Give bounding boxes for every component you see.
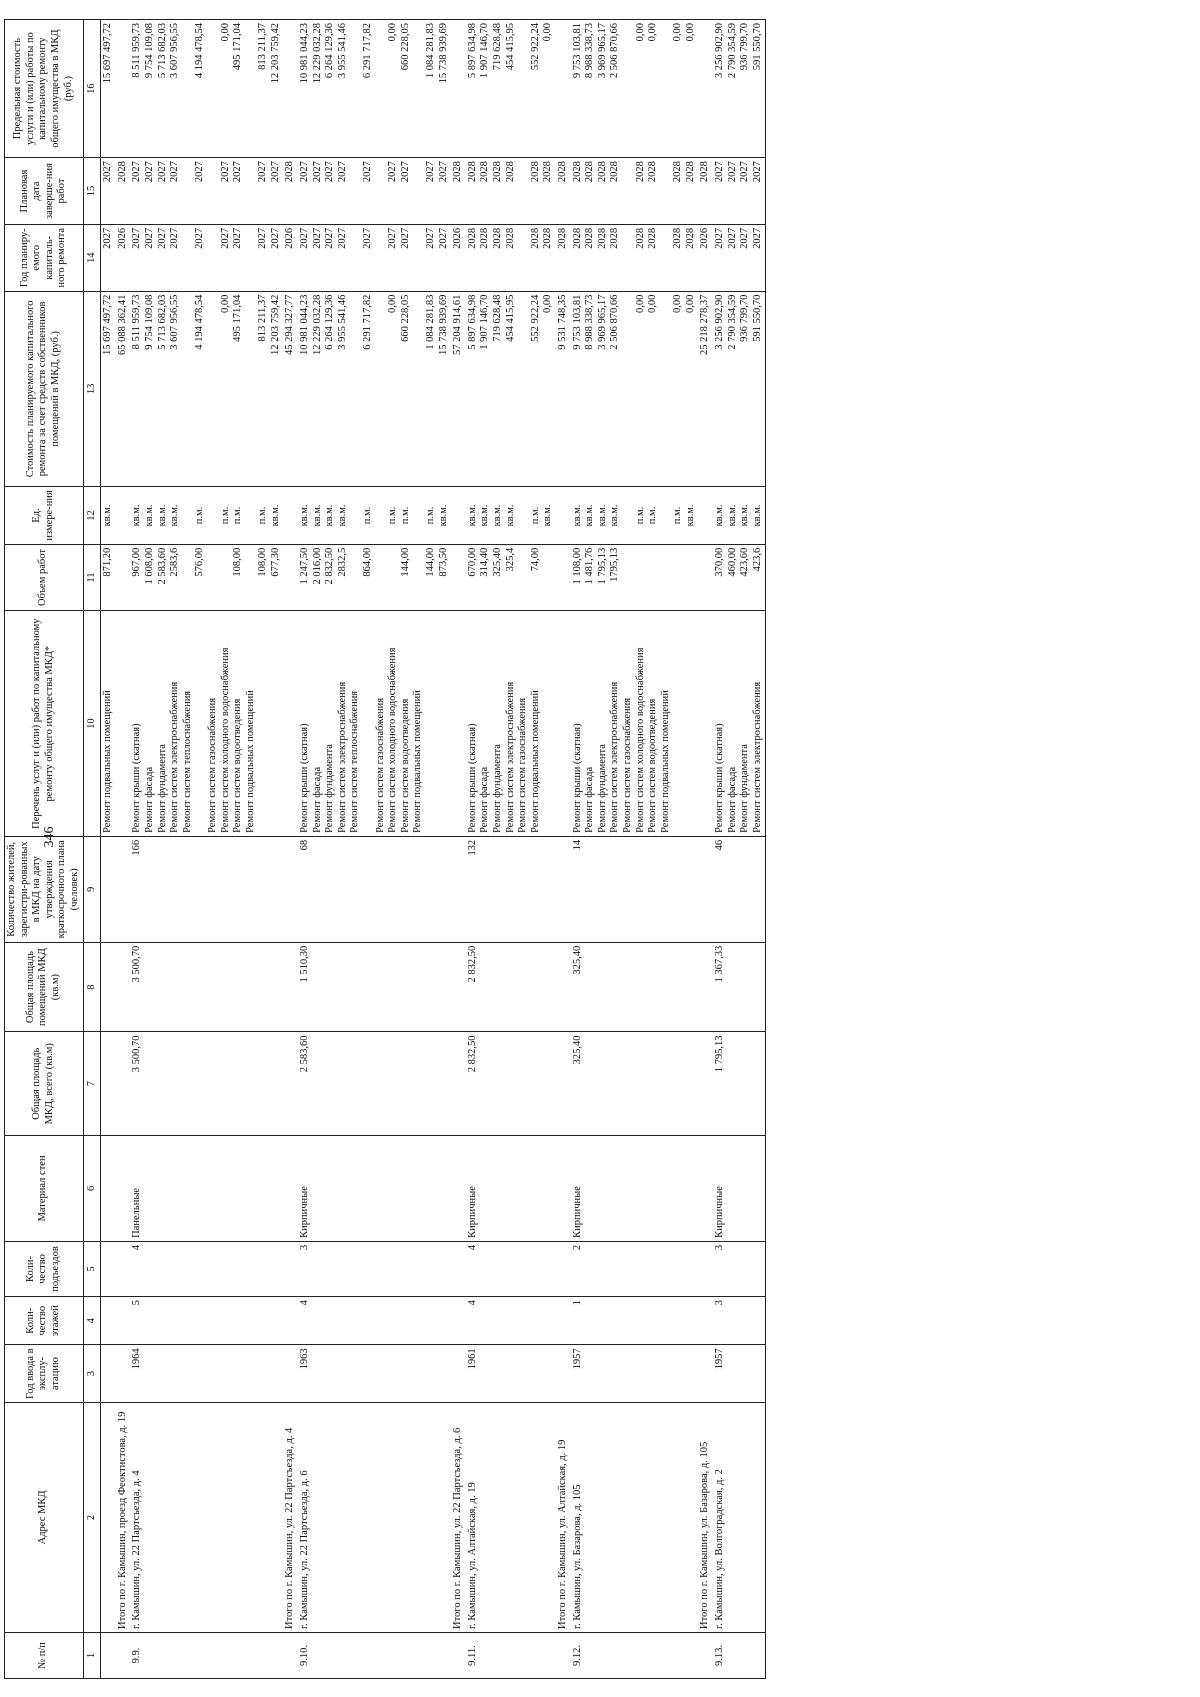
table-cell-col-2: г. Камышин, ул. 22 Партсъезда, д. 6 <box>298 1402 451 1632</box>
column-number: 4 <box>83 1297 101 1345</box>
table-cell-col-9: 166 <box>130 836 283 942</box>
table-cell-col-8 <box>283 942 298 1032</box>
table-cell-col-13: 9 753 103,81 8 988 338,73 3 969 965,17 2 506 870,66 0,00 0,00 0,00 0,00 <box>571 291 699 487</box>
table-cell-col-10: Ремонт крыши (скатная) Ремонт фасада Ремонт фундамента Ремонт систем электроснабжения Ремонт систем теплоснабжения Ремонт систем газоснабжения Ремонт систем холодного водоснабжения Ремонт систем водоотведения Ремонт подвальных помещений <box>130 611 283 836</box>
header-cell: Коли-чество подъездов <box>5 1241 84 1296</box>
header-cell: Общая площадь МКД, всего (кв.м) <box>5 1032 84 1136</box>
table-cell-col-3: 1961 <box>466 1345 556 1403</box>
table-cell-col-12: кв.м. кв.м. кв.м. кв.м. п.м. п.м. п.м. п.м. кв.м. <box>130 487 283 545</box>
table-cell-col-12: кв.м. <box>101 487 116 545</box>
table-cell-col-11: 1 108,00 1 481,76 1 795,13 1795,13 <box>571 544 699 611</box>
table-cell-col-1 <box>116 1632 131 1678</box>
table-cell-col-13: 5 897 634,98 1 907 146,70 719 628,48 454 415,95 552 922,24 0,00 <box>466 291 556 487</box>
table-cell-col-8 <box>451 942 466 1032</box>
table-cell-col-8: 2 832,50 <box>466 942 556 1032</box>
table-cell-col-14: 2026 <box>698 224 713 291</box>
table-cell-col-12 <box>283 487 298 545</box>
table-cell-col-11: 670,00 314,40 325,40 325,4 74,00 <box>466 544 556 611</box>
table-cell-col-16: 8 511 959,73 9 754 109,08 5 713 682,03 3 607 956,55 4 194 478,54 0,00 495 171,04 813 211,37 12 203 759,42 <box>130 20 283 158</box>
table-row <box>571 20 699 1679</box>
table-cell-col-16: 10 981 044,23 12 229 032,28 6 264 129,36 3 955 541,46 6 291 717,82 0,00 660 228,05 1 084 281,83 15 738 939,69 <box>298 20 451 158</box>
table-cell-col-15: 2027 <box>101 158 116 225</box>
table-cell-col-14: 2026 <box>451 224 466 291</box>
table-cell-col-9 <box>283 836 298 942</box>
table-cell-col-5: 3 <box>298 1241 451 1296</box>
column-number: 8 <box>83 942 101 1032</box>
table-cell-col-16 <box>283 20 298 158</box>
table-cell-col-2: г. Камышин, ул. 22 Партсъезда, д. 4 <box>130 1402 283 1632</box>
table-cell-col-4 <box>283 1297 298 1345</box>
table-cell-col-3 <box>116 1345 131 1403</box>
header-cell: Год планиру-емого капиталь-ного ремонта <box>5 224 84 291</box>
table-cell-col-5: 4 <box>466 1241 556 1296</box>
table-cell-col-1 <box>451 1632 466 1678</box>
table-cell-col-12 <box>451 487 466 545</box>
table-cell-col-15: 2028 2028 2028 2028 2028 2028 <box>466 158 556 225</box>
table-cell-col-10: Ремонт подвальных помещений <box>101 611 116 836</box>
table-cell-col-5 <box>556 1241 571 1296</box>
table-cell-col-7: 2 583,60 <box>298 1032 451 1136</box>
header-cell: Количество жителей, зарегистри-рованных в МКД на дату утверждения краткосрочного плана (человек) <box>5 836 84 942</box>
table-cell-col-4: 4 <box>466 1297 556 1345</box>
column-number: 7 <box>83 1032 101 1136</box>
table-cell-col-7: 325,40 <box>571 1032 699 1136</box>
table-cell-col-4: 3 <box>713 1297 766 1345</box>
column-number: 14 <box>83 224 101 291</box>
table-cell-col-7 <box>451 1032 466 1136</box>
table-cell-col-1 <box>101 1632 116 1678</box>
header-row <box>5 20 84 1679</box>
table-cell-col-8 <box>101 942 116 1032</box>
header-cell: Адрес МКД <box>5 1402 84 1632</box>
table-cell-col-11: 370,00 460,00 423,60 423,6 <box>713 544 766 611</box>
total-row <box>116 20 131 1679</box>
table-cell-col-6: Панельные <box>130 1136 283 1242</box>
table-cell-col-11 <box>698 544 713 611</box>
table-cell-col-11: 871,20 <box>101 544 116 611</box>
column-number-row <box>83 20 101 1679</box>
table-cell-col-6 <box>116 1136 131 1242</box>
table-cell-col-7: 2 832,50 <box>466 1032 556 1136</box>
table-cell-col-16: 5 897 634,98 1 907 146,70 719 628,48 454 415,95 552 922,24 0,00 <box>466 20 556 158</box>
column-number: 16 <box>83 20 101 158</box>
table-cell-col-5: 2 <box>571 1241 699 1296</box>
table-cell-col-4 <box>101 1297 116 1345</box>
table-cell-col-15: 2028 <box>451 158 466 225</box>
table-cell-col-14: 2026 <box>116 224 131 291</box>
table-cell-col-11 <box>116 544 131 611</box>
table-cell-col-8: 1 510,30 <box>298 942 451 1032</box>
table-cell-col-6: Кирпичные <box>466 1136 556 1242</box>
column-number: 1 <box>83 1632 101 1678</box>
table-cell-col-16 <box>556 20 571 158</box>
total-row <box>556 20 571 1679</box>
header-cell: № п/п <box>5 1632 84 1678</box>
table-row <box>130 20 283 1679</box>
table-row <box>298 20 451 1679</box>
table-cell-col-10: Ремонт крыши (скатная) Ремонт фасада Ремонт фундамента Ремонт систем электроснабжения Ремонт систем газоснабжения Ремонт подвальных помещений <box>466 611 556 836</box>
table-cell-col-8: 3 500,70 <box>130 942 283 1032</box>
table-cell-col-3 <box>101 1345 116 1403</box>
table-cell-col-1 <box>698 1632 713 1678</box>
table-cell-col-4 <box>556 1297 571 1345</box>
table-cell-col-1 <box>283 1632 298 1678</box>
table-cell-col-4 <box>116 1297 131 1345</box>
table-cell-col-13: 65 088 362,41 <box>116 291 131 487</box>
table-cell-col-15: 2028 <box>556 158 571 225</box>
total-row <box>283 20 298 1679</box>
header-cell: Ед. измере-ния <box>5 487 84 545</box>
table-cell-col-12 <box>556 487 571 545</box>
table-cell-col-10: Ремонт крыши (скатная) Ремонт фасада Ремонт фундамента Ремонт систем электроснабжения Ремонт систем газоснабжения Ремонт систем холодного водоснабжения Ремонт систем водоотведения Ремонт подвальных помещений <box>571 611 699 836</box>
column-number: 11 <box>83 544 101 611</box>
table-cell-col-6 <box>451 1136 466 1242</box>
table-cell-col-16 <box>451 20 466 158</box>
table-cell-col-7 <box>116 1032 131 1136</box>
table-cell-col-3 <box>283 1345 298 1403</box>
column-number: 10 <box>83 611 101 836</box>
table-cell-col-12: кв.м. кв.м. кв.м. кв.м. п.м. кв.м. <box>466 487 556 545</box>
table-cell-col-1: 9.11. <box>466 1632 556 1678</box>
header-cell: Перечень услуг и (или) работ по капитальному ремонту общего имущества МКД* <box>5 611 84 836</box>
table-cell-col-14: 2027 2027 2027 2027 2027 2027 2027 2027 2027 <box>298 224 451 291</box>
table-cell-col-7 <box>283 1032 298 1136</box>
table-cell-col-11: 1 247,50 2 016,00 2 832,50 2832,5 864,00 144,00 144,00 873,50 <box>298 544 451 611</box>
table-cell-col-10 <box>116 611 131 836</box>
table-cell-col-2: Итого по г. Камышин, ул. 22 Партсъезда, д. 4 <box>283 1402 298 1632</box>
table-cell-col-12 <box>698 487 713 545</box>
table-cell-col-10 <box>698 611 713 836</box>
table-cell-col-10: Ремонт крыши (скатная) Ремонт фасада Ремонт фундамента Ремонт систем электроснабжения <box>713 611 766 836</box>
table-cell-col-14: 2026 <box>283 224 298 291</box>
table-cell-col-10 <box>283 611 298 836</box>
table-cell-col-15: 2028 <box>283 158 298 225</box>
table-cell-col-3: 1963 <box>298 1345 451 1403</box>
table-cell-col-8 <box>556 942 571 1032</box>
table-cell-col-1: 9.12. <box>571 1632 699 1678</box>
header-cell: Объем работ <box>5 544 84 611</box>
table-cell-col-2: г. Камышин, ул. Базарова, д. 105 <box>571 1402 699 1632</box>
table-cell-col-13: 57 204 914,61 <box>451 291 466 487</box>
table-row <box>713 20 766 1679</box>
table-cell-col-5: 3 <box>713 1241 766 1296</box>
repair-plan-table <box>4 19 766 1679</box>
header-cell: Общая площадь помещений МКД (кв.м) <box>5 942 84 1032</box>
table-cell-col-15: 2028 <box>698 158 713 225</box>
header-cell: Материал стен <box>5 1136 84 1242</box>
table-cell-col-8 <box>116 942 131 1032</box>
table-cell-col-11 <box>283 544 298 611</box>
table-cell-col-7 <box>698 1032 713 1136</box>
table-cell-col-6 <box>283 1136 298 1242</box>
table-cell-col-1: 9.13. <box>713 1632 766 1678</box>
table-cell-col-14: 2027 <box>101 224 116 291</box>
table-cell-col-6: Кирпичные <box>713 1136 766 1242</box>
column-number: 3 <box>83 1345 101 1403</box>
table-cell-col-4 <box>451 1297 466 1345</box>
table-cell-col-13: 25 218 278,37 <box>698 291 713 487</box>
table-cell-col-4 <box>698 1297 713 1345</box>
column-number: 12 <box>83 487 101 545</box>
table-cell-col-16 <box>116 20 131 158</box>
table-cell-col-6 <box>101 1136 116 1242</box>
table-cell-col-12: кв.м. кв.м. кв.м. кв.м. п.м. п.м. п.м. кв.м. <box>571 487 699 545</box>
table-cell-col-7 <box>556 1032 571 1136</box>
table-cell-col-3 <box>698 1345 713 1403</box>
table-cell-col-16: 3 256 902,90 2 790 354,59 936 799,70 591 550,70 <box>713 20 766 158</box>
table-cell-col-6: Кирпичные <box>298 1136 451 1242</box>
column-number: 6 <box>83 1136 101 1242</box>
table-cell-col-7 <box>101 1032 116 1136</box>
table-cell-col-6 <box>556 1136 571 1242</box>
table-cell-col-1 <box>556 1632 571 1678</box>
table-cell-col-10: Ремонт крыши (скатная) Ремонт фасада Ремонт фундамента Ремонт систем электроснабжения Ремонт систем теплоснабжения Ремонт систем газоснабжения Ремонт систем холодного водоснабжения Ремонт систем водоотведения Ремонт подвальных помещений <box>298 611 451 836</box>
table-cell-col-3: 1957 <box>571 1345 699 1403</box>
table-cell-col-7: 3 500,70 <box>130 1032 283 1136</box>
table-cell-col-3: 1957 <box>713 1345 766 1403</box>
table-cell-col-15: 2027 2027 2027 2027 2027 2027 2027 2027 2027 <box>130 158 283 225</box>
table-cell-col-13: 15 697 497,72 <box>101 291 116 487</box>
column-number: 15 <box>83 158 101 225</box>
table-cell-col-12: кв.м. кв.м. кв.м. кв.м. <box>713 487 766 545</box>
table-cell-col-9: 132 <box>466 836 556 942</box>
table-cell-col-14: 2027 2027 2027 2027 <box>713 224 766 291</box>
table-cell-col-9 <box>556 836 571 942</box>
table-cell-col-11 <box>451 544 466 611</box>
column-number: 5 <box>83 1241 101 1296</box>
repair-plan-sheet <box>4 19 1154 1679</box>
table-cell-col-4: 5 <box>130 1297 283 1345</box>
table-cell-col-14: 2028 2028 2028 2028 2028 2028 <box>466 224 556 291</box>
table-cell-col-7: 1 795,13 <box>713 1032 766 1136</box>
header-cell: Предельная стоимость услуги и (или) работы по капитальному ремонту общего имущества в МКД (руб.) <box>5 20 84 158</box>
table-cell-col-13: 9 531 748,35 <box>556 291 571 487</box>
table-cell-col-3: 1964 <box>130 1345 283 1403</box>
table-cell-col-6 <box>698 1136 713 1242</box>
table-cell-col-13: 10 981 044,23 12 229 032,28 6 264 129,36 3 955 541,46 6 291 717,82 0,00 660 228,05 1 084 281,83 15 738 939,69 <box>298 291 451 487</box>
table-cell-col-16: 15 697 497,72 <box>101 20 116 158</box>
table-cell-col-11 <box>556 544 571 611</box>
table-row <box>101 20 116 1679</box>
table-cell-col-3 <box>451 1345 466 1403</box>
table-cell-col-5 <box>101 1241 116 1296</box>
table-cell-col-5 <box>283 1241 298 1296</box>
table-cell-col-2: Итого по г. Камышин, ул. 22 Партсъезда, д. 6 <box>451 1402 466 1632</box>
table-cell-col-15: 2028 2028 2028 2028 2028 2028 2028 2028 <box>571 158 699 225</box>
table-cell-col-16: 9 753 103,81 8 988 338,73 3 969 965,17 2 506 870,66 0,00 0,00 0,00 0,00 <box>571 20 699 158</box>
table-cell-col-13: 8 511 959,73 9 754 109,08 5 713 682,03 3 607 956,55 4 194 478,54 0,00 495 171,04 813 211,37 12 203 759,42 <box>130 291 283 487</box>
header-cell: Коли-чество этажей <box>5 1297 84 1345</box>
table-cell-col-4: 4 <box>298 1297 451 1345</box>
table-cell-col-9: 14 <box>571 836 699 942</box>
table-row <box>466 20 556 1679</box>
table-cell-col-10 <box>451 611 466 836</box>
column-number: 9 <box>83 836 101 942</box>
table-cell-col-5 <box>116 1241 131 1296</box>
table-cell-col-4: 1 <box>571 1297 699 1345</box>
column-number: 13 <box>83 291 101 487</box>
table-cell-col-9 <box>698 836 713 942</box>
table-cell-col-13: 3 256 902,90 2 790 354,59 936 799,70 591 550,70 <box>713 291 766 487</box>
table-cell-col-6: Кирпичные <box>571 1136 699 1242</box>
table-cell-col-12: кв.м. кв.м. кв.м. кв.м. п.м. п.м. п.м. п.м. кв.м. <box>298 487 451 545</box>
table-cell-col-14: 2027 2027 2027 2027 2027 2027 2027 2027 2027 <box>130 224 283 291</box>
table-cell-col-5: 4 <box>130 1241 283 1296</box>
table-cell-col-10 <box>556 611 571 836</box>
table-cell-col-2: г. Камышин, ул. Алтайская, д. 19 <box>466 1402 556 1632</box>
table-cell-col-2: Итого по г. Камышин, проезд Феоктистова, д. 19 <box>116 1402 131 1632</box>
table-cell-col-9: 46 <box>713 836 766 942</box>
table-cell-col-5 <box>698 1241 713 1296</box>
header-cell: Год ввода в эксплу-атацию <box>5 1345 84 1403</box>
header-cell: Стоимость планируемого капитального ремонта за счет средств собственников помещений в МКД, (руб.) <box>5 291 84 487</box>
table-cell-col-9: 68 <box>298 836 451 942</box>
table-cell-col-8: 325,40 <box>571 942 699 1032</box>
table-cell-col-1: 9.10. <box>298 1632 451 1678</box>
column-number: 2 <box>83 1402 101 1632</box>
table-cell-col-1: 9.9. <box>130 1632 283 1678</box>
table-cell-col-14: 2028 <box>556 224 571 291</box>
table-cell-col-2 <box>101 1402 116 1632</box>
table-cell-col-8 <box>698 942 713 1032</box>
table-cell-col-13: 45 294 327,77 <box>283 291 298 487</box>
table-cell-col-15: 2027 2027 2027 2027 <box>713 158 766 225</box>
table-cell-col-8: 1 367,33 <box>713 942 766 1032</box>
table-cell-col-15: 2028 <box>116 158 131 225</box>
total-row <box>451 20 466 1679</box>
table-cell-col-16 <box>698 20 713 158</box>
table-cell-col-3 <box>556 1345 571 1403</box>
table-cell-col-2: Итого по г. Камышин, ул. Алтайская, д. 19 <box>556 1402 571 1632</box>
table-cell-col-9 <box>116 836 131 942</box>
table-cell-col-15: 2027 2027 2027 2027 2027 2027 2027 2027 2027 <box>298 158 451 225</box>
table-cell-col-14: 2028 2028 2028 2028 2028 2028 2028 2028 <box>571 224 699 291</box>
total-row <box>698 20 713 1679</box>
table-cell-col-11: 967,00 1 608,00 2 583,60 2583,6 576,00 108,00 108,00 677,30 <box>130 544 283 611</box>
header-cell: Плановая дата заверше-ния работ <box>5 158 84 225</box>
table-cell-col-2: г. Камышин, ул. Волгоградская, д. 2 <box>713 1402 766 1632</box>
table-body <box>101 20 766 1679</box>
table-cell-col-12 <box>116 487 131 545</box>
table-cell-col-9 <box>451 836 466 942</box>
page-number: 346 <box>42 826 57 848</box>
table-cell-col-2: Итого по г. Камышин, ул. Базарова, д. 105 <box>698 1402 713 1632</box>
table-cell-col-5 <box>451 1241 466 1296</box>
table-cell-col-9 <box>101 836 116 942</box>
